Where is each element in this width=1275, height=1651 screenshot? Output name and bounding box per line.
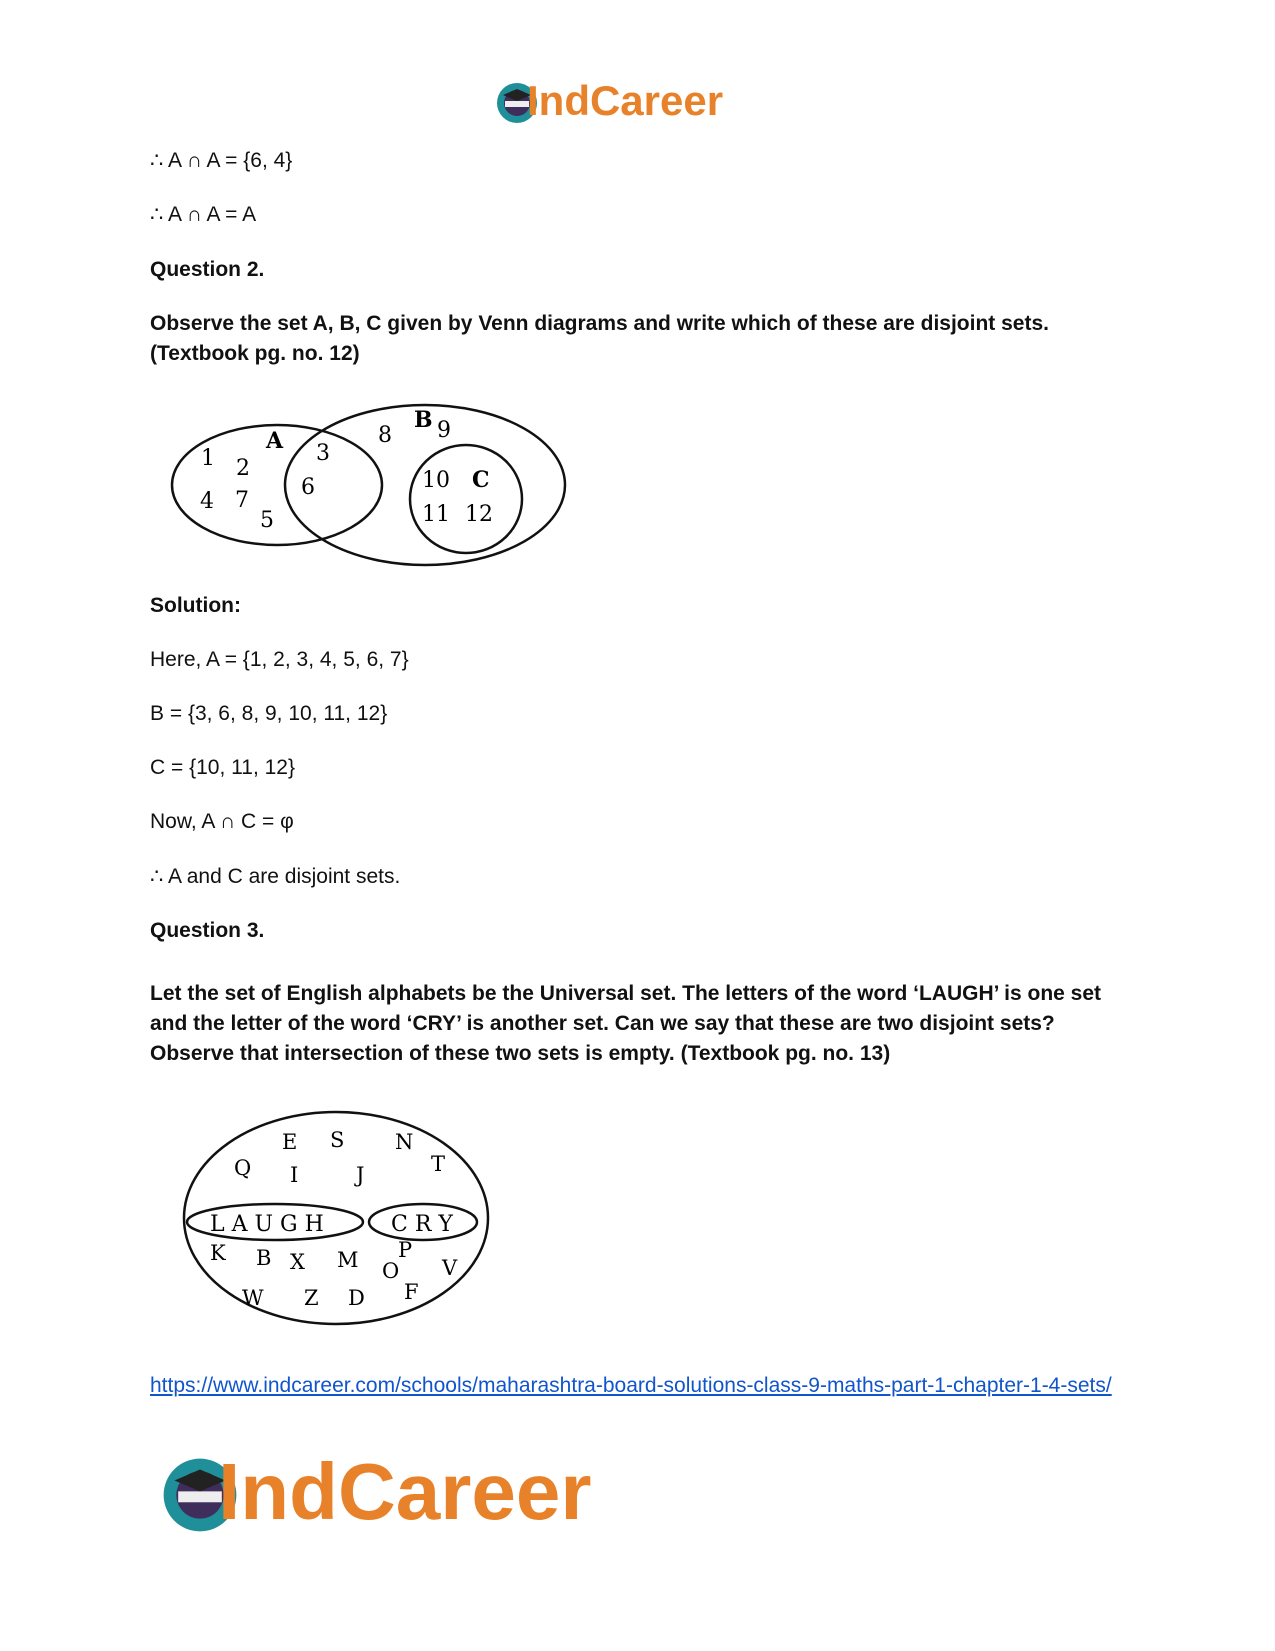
statement-line-1: ∴ A ∩ A = {6, 4} [150, 149, 293, 172]
venn-element: 11 [422, 502, 450, 527]
solution-title: Solution: [150, 594, 241, 617]
set-b-label: B [414, 407, 433, 433]
venn-element: 3 [316, 441, 330, 466]
letter: O [382, 1259, 400, 1283]
question-2-title: Question 2. [150, 258, 265, 281]
venn-element: 7 [235, 488, 249, 513]
venn-element: 4 [200, 489, 214, 514]
letter: N [395, 1130, 414, 1154]
venn-element: 5 [260, 508, 274, 533]
letter: Z [304, 1286, 319, 1310]
letter: V [442, 1256, 458, 1280]
letter: P [398, 1238, 413, 1262]
venn-element: 10 [422, 468, 450, 493]
footer-logo [160, 1447, 700, 1540]
letter: E [282, 1130, 298, 1154]
venn-element: 6 [301, 475, 315, 500]
source-link[interactable]: https://www.indcareer.com/schools/maharashtra-board-solutions-class-9-maths-part-1-chapter-1-4-sets/ [150, 1374, 1112, 1397]
statement-line-2: ∴ A ∩ A = A [150, 203, 257, 226]
logo-text: IndCareer [218, 1447, 592, 1536]
letter: Q [234, 1156, 252, 1180]
letter: X [290, 1250, 305, 1274]
set-a-label: A [266, 428, 284, 454]
header-logo [495, 78, 775, 128]
venn-element: 1 [201, 446, 215, 471]
letter: M [337, 1248, 359, 1272]
letter: F [404, 1280, 419, 1304]
question-3-text: Let the set of English alphabets be the Universal set. The letters of the word ‘LAUGH’ is one set and the letter of the word ‘CRY’ is another set. Can we say that these are two disjoint sets? Observe that intersection of these two sets is empty. (Textbook pg. no. 13) [150, 982, 1102, 1065]
venn-element: 9 [437, 418, 451, 443]
cry-letters: C R Y [391, 1212, 453, 1237]
letter: S [330, 1128, 345, 1152]
letter: D [348, 1286, 365, 1310]
solution-line: B = {3, 6, 8, 9, 10, 11, 12} [150, 702, 388, 725]
venn-element: 8 [378, 423, 392, 448]
venn-element: 2 [236, 456, 250, 481]
venn-diagram-alphabets [170, 1105, 510, 1335]
question-3-title: Question 3. [150, 919, 265, 942]
venn-diagram-abc [160, 395, 580, 575]
logo-text: IndCareer [527, 77, 724, 124]
solution-line: Here, A = {1, 2, 3, 4, 5, 6, 7} [150, 648, 409, 671]
venn-element: 12 [465, 502, 493, 527]
solution-line: Now, A ∩ C = φ [150, 810, 294, 833]
set-c-label: C [472, 467, 490, 493]
question-2-text: Observe the set A, B, C given by Venn diagrams and write which of these are disjoint sets. (Textbook pg. no. 12) [150, 312, 1049, 365]
letter: T [431, 1152, 446, 1176]
letter: J [356, 1163, 365, 1187]
set-c-circle [410, 445, 522, 553]
letter: K [210, 1241, 226, 1265]
letter: I [290, 1163, 299, 1187]
letter: B [256, 1246, 272, 1270]
solution-line: C = {10, 11, 12} [150, 756, 295, 779]
letter: W [242, 1286, 264, 1310]
solution-line: ∴ A and C are disjoint sets. [150, 865, 401, 888]
laugh-letters: L A U G H [210, 1212, 324, 1237]
